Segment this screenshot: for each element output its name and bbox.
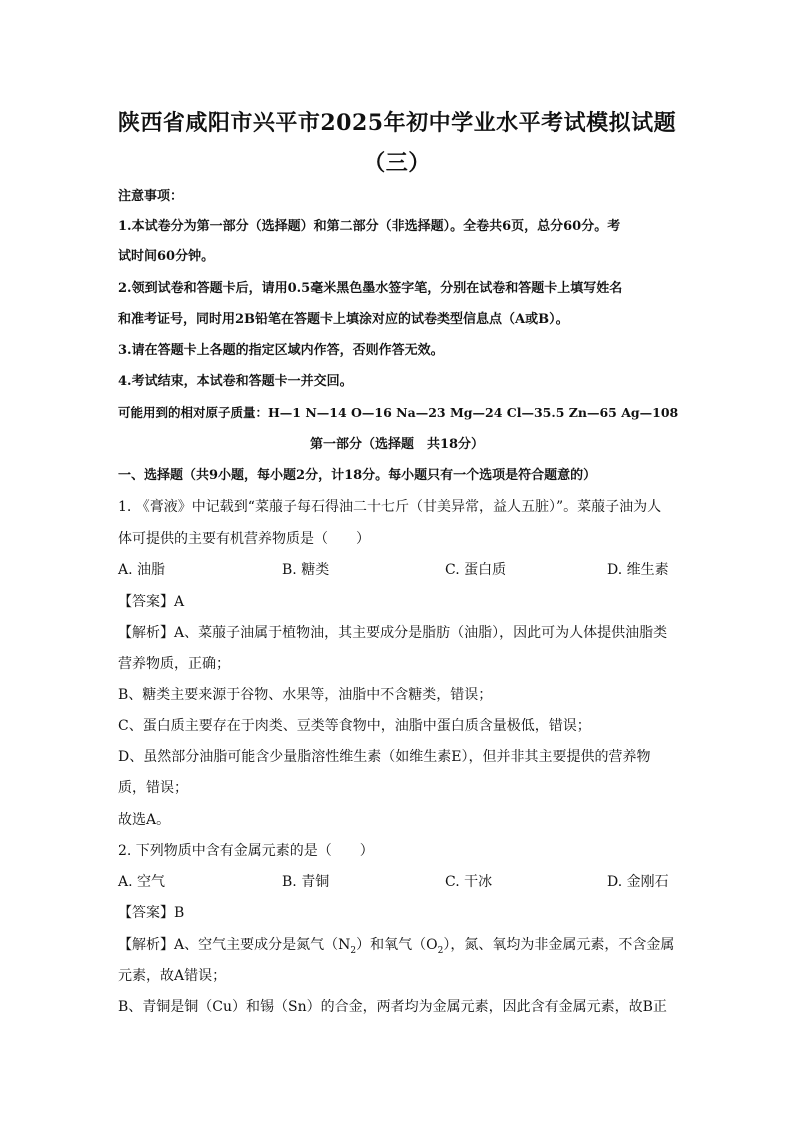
q1-analysis-d: D、虽然部分油脂可能含少量脂溶性维生素（如维生素E），但并非其主要提供的营养物 <box>118 749 651 765</box>
q1-analysis-a-cont: 营养物质，正确； <box>118 656 230 672</box>
notice-item-1-cont: 试时间60分钟。 <box>118 249 215 264</box>
exam-title: 陕西省咸阳市兴平市2025年初中学业水平考试模拟试题 <box>117 110 677 136</box>
notice-item-1: 1.本试卷分为第一部分（选择题）和第二部分（非选择题）。全卷共6页，总分60分。考 <box>118 219 621 234</box>
subscript-2: 2 <box>350 945 357 956</box>
q1-analysis-d-cont: 质，错误； <box>118 780 188 796</box>
q2-analysis-a-cont: 元素，故A错误； <box>118 968 227 984</box>
q1-option-b: B. 糖类 <box>282 562 330 578</box>
q1-stem-cont: 体可提供的主要有机营养物质是（ ） <box>118 531 370 547</box>
atomic-masses: 可能用到的相对原子质量：H—1 N—14 O—16 Na—23 Mg—24 Cl—35.5 Zn—65 Ag—108 <box>118 405 679 420</box>
notice-heading: 注意事项： <box>118 189 184 204</box>
q1-option-c: C. 蛋白质 <box>445 562 507 578</box>
q2-answer: 【答案】B <box>118 905 185 921</box>
q2-option-b: B. 青铜 <box>282 874 330 890</box>
notice-item-2-cont: 和准考证号，同时用2B铅笔在答题卡上填涂对应的试卷类型信息点（A或B）。 <box>118 312 569 327</box>
q1-option-a: A. 油脂 <box>118 562 166 578</box>
q2-analysis-b: B、青铜是铜（Cu）和锡（Sn）的合金，两者均为金属元素，因此含有金属元素，故B正 <box>118 999 667 1015</box>
q2-analysis-a <box>118 936 678 960</box>
q1-analysis-b: B、糖类主要来源于谷物、水果等，油脂中不含糖类，错误； <box>118 687 493 703</box>
q2-stem: 2. 下列物质中含有金属元素的是（ ） <box>118 843 374 859</box>
notice-item-4: 4.考试结束，本试卷和答题卡一并交回。 <box>118 374 353 389</box>
q1-conclusion: 故选A。 <box>118 812 171 828</box>
q1-option-d: D. 维生素 <box>607 562 669 578</box>
q2-option-a: A. 空气 <box>118 874 166 890</box>
q1-stem: 1. 《膏液》中记载到“菜菔子每石得油二十七斤（甘美异常，益人五脏）”。菜菔子油为人 <box>118 499 662 515</box>
q2-analysis-a-text3: ），氮、氧均为非金属元素，不含金属 <box>443 937 675 953</box>
q2-analysis-a-text1: 【解析】A、空气主要成分是氮气（N <box>118 937 351 953</box>
section-instructions: 一、选择题（共9小题，每小题2分，计18分。每小题只有一个选项是符合题意的） <box>118 468 597 483</box>
q2-option-d: D. 金刚石 <box>607 874 669 890</box>
exam-title-number: （三） <box>363 150 431 176</box>
q2-analysis-a-text2: ）和氧气（O <box>356 937 438 953</box>
notice-item-2: 2.领到试卷和答题卡后，请用0.5毫米黑色墨水签字笔，分别在试卷和答题卡上填写姓名 <box>118 281 623 296</box>
q1-analysis-a: 【解析】A、菜菔子油属于植物油，其主要成分是脂肪（油脂），因此可为人体提供油脂类 <box>118 625 668 641</box>
q2-option-c: C. 干冰 <box>445 874 493 890</box>
section-heading: 第一部分（选择题 共18分） <box>309 437 485 452</box>
q1-answer: 【答案】A <box>118 594 185 610</box>
subscript-2: 2 <box>437 945 444 956</box>
q1-analysis-c: C、蛋白质主要存在于肉类、豆类等食物中，油脂中蛋白质含量极低，错误； <box>118 718 591 734</box>
notice-item-3: 3.请在答题卡上各题的指定区域内作答，否则作答无效。 <box>118 343 444 358</box>
